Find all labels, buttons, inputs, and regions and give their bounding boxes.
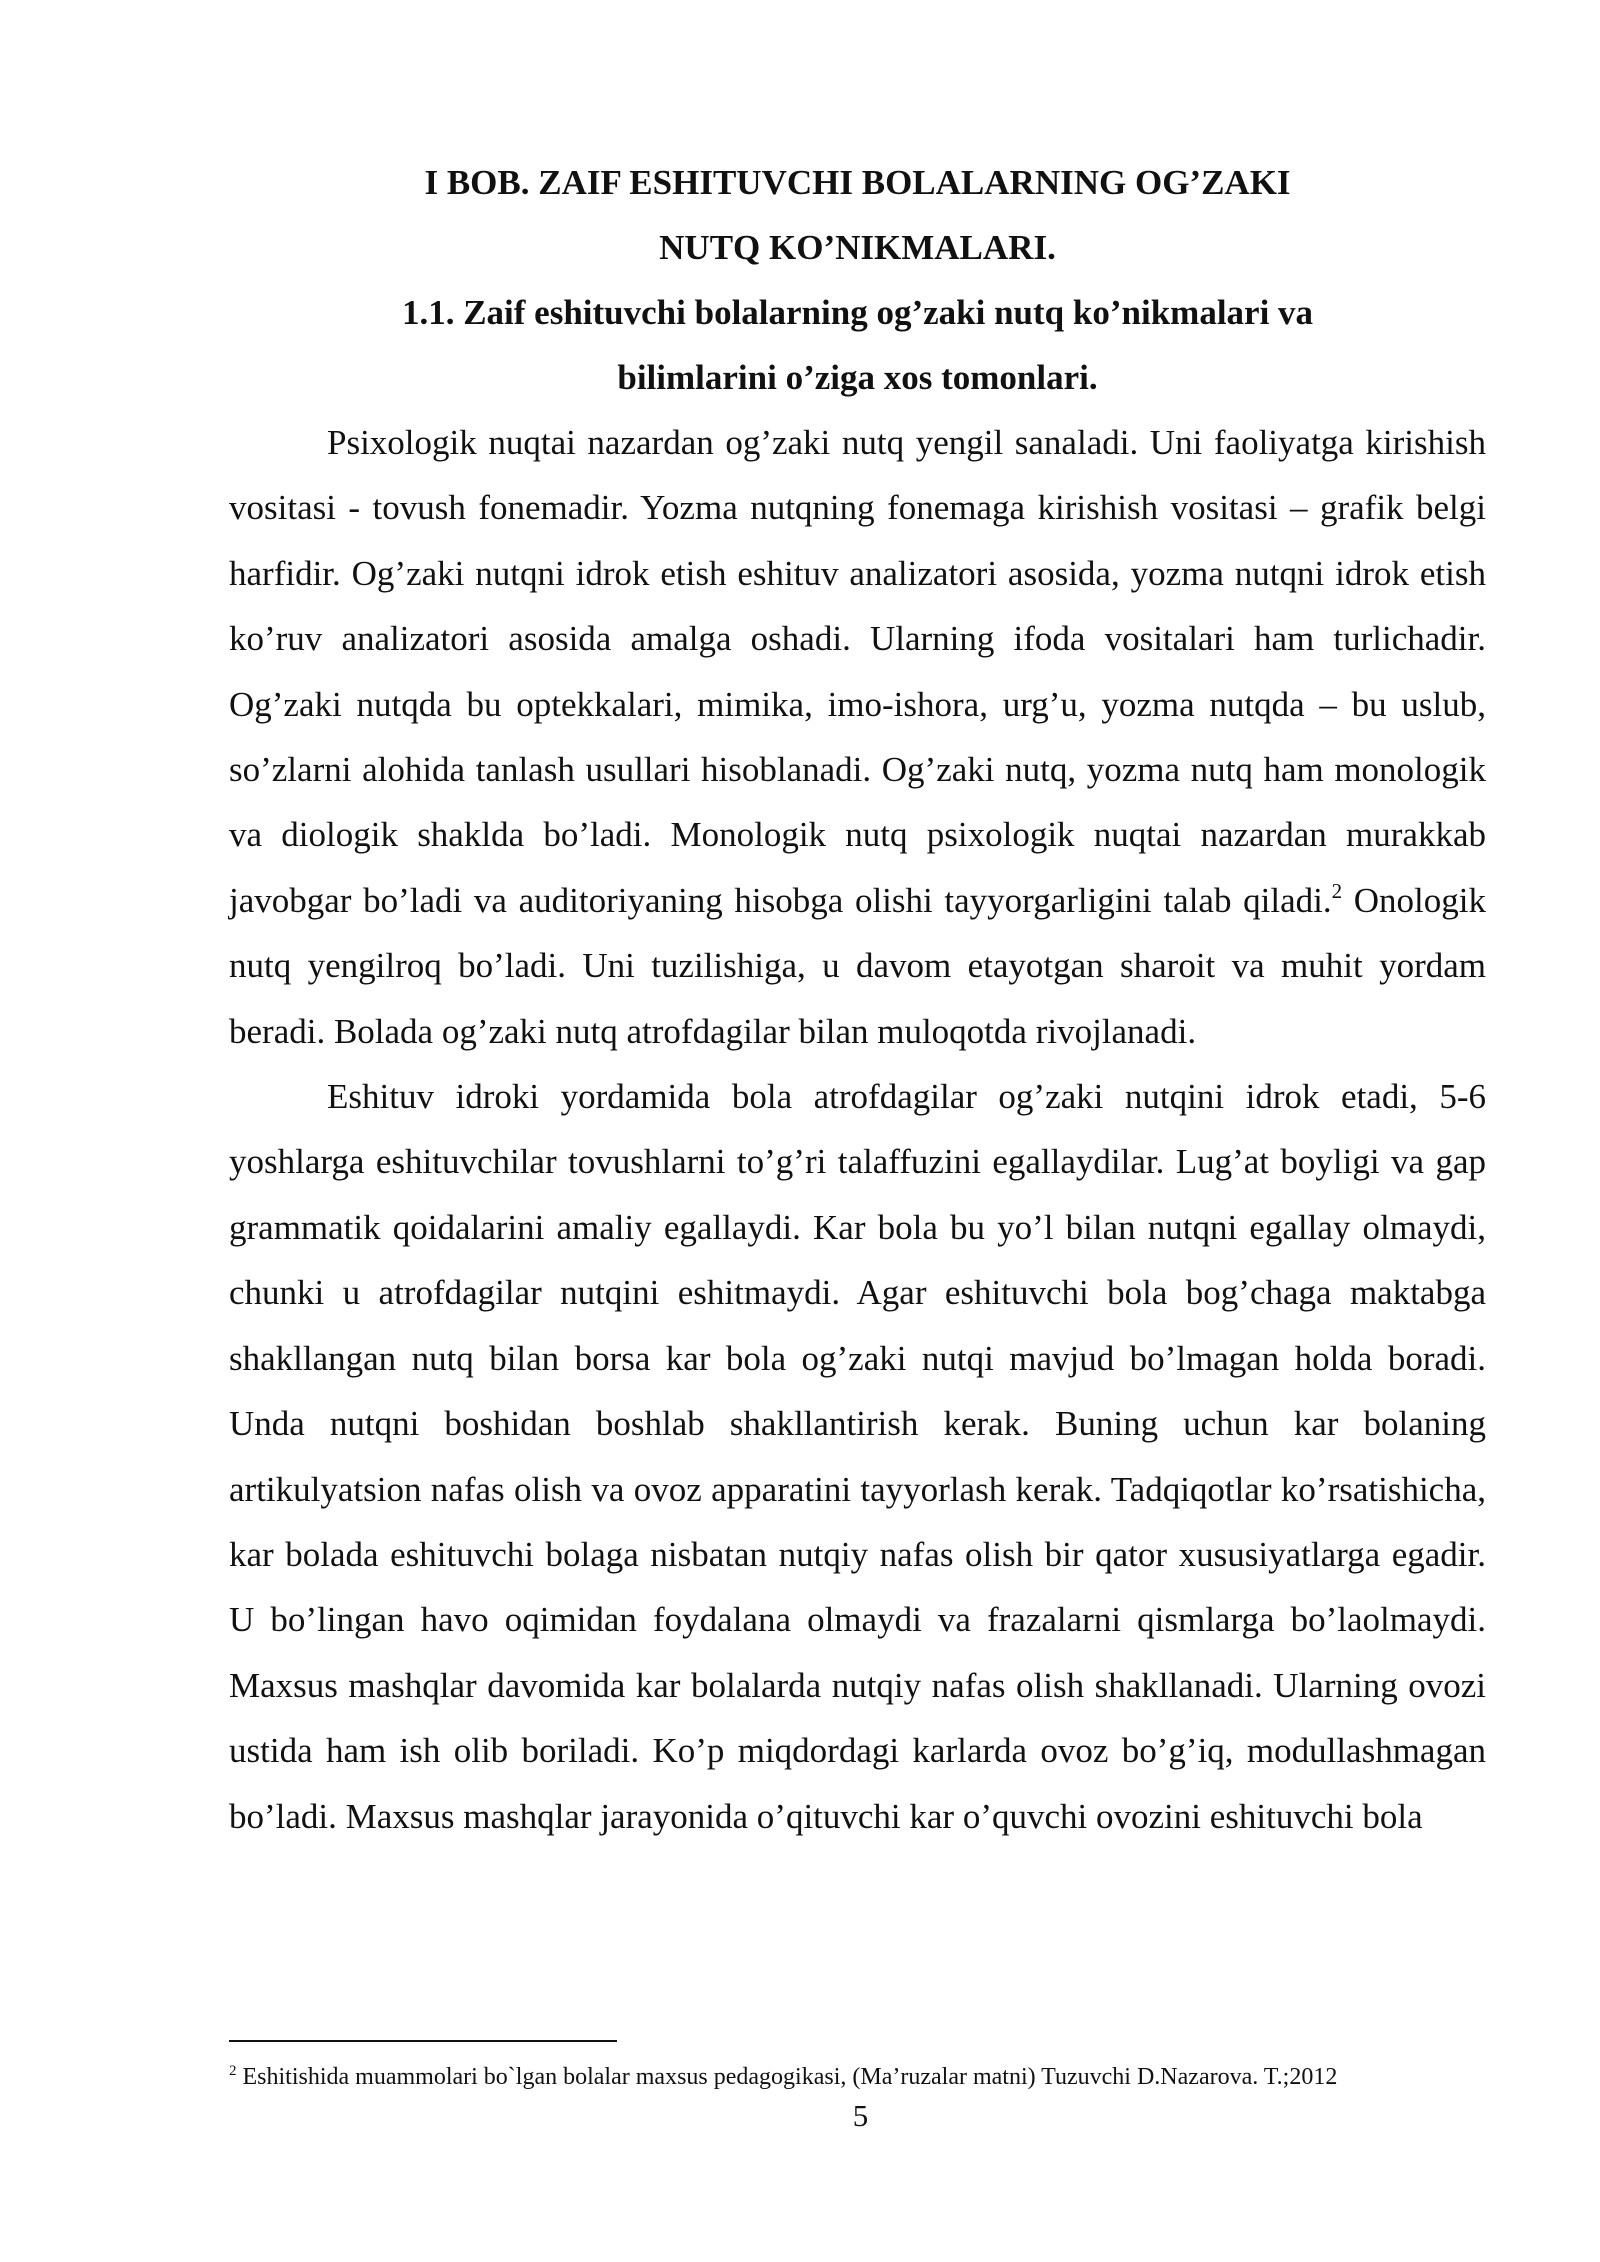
footnote-separator [229, 2040, 617, 2042]
footnote [229, 2062, 1529, 2092]
section-heading-line-1: 1.1. Zaif eshituvchi bolalarning og’zaki nutq ko’nikmalari va [401, 293, 1314, 332]
paragraph-1-text-continued: Onologik nutq yengilroq bo’ladi. Uni tuzilishiga, u davom etayotgan sharoit va muhit yordam beradi. Bolada og’zaki nutq atrofdagilar bilan muloqotda rivojlanadi. [229, 880, 1486, 1051]
footnote-text: Eshitishida muammolari bo`lgan bolalar maxsus pedagogikasi, (Ma’ruzalar matni) Tuzuvchi D.Nazarova. T.;2012 [236, 2064, 1338, 2090]
page-body [229, 150, 1486, 1849]
footnote-reference[interactable]: 2 [1331, 878, 1343, 903]
body-paragraph-2: Eshituv idroki yordamida bola atrofdagilar og’zaki nutqini idrok etadi, 5-6 yoshlarga eshituvchilar tovushlarni to’g’ri talaffuzini egallaydilar. Lug’at boyligi va gap grammatik qoidalarini amaliy egallaydi. Kar bola bu yo’l bilan nutqni egallay olmaydi, chunki u atrofdagilar nutqini eshitmaydi. Agar eshituvchi bola bog’chaga maktabga shakllangan nutq bilan borsa kar bola og’zaki nutqi mavjud bo’lmagan holda boradi. Unda nutqni boshidan boshlab shakllantirish kerak. Buning uchun kar bolaning artikulyatsion nafas olish va ovoz apparatini tayyorlash kerak. Tadqiqotlar ko’rsatishicha, kar bolada eshituvchi bolaga nisbatan nutqiy nafas olish bir qator xususiyatlarga egadir. U bo’lingan havo oqimidan foydalana olmaydi va frazalarni qismlarga bo’laolmaydi. Maxsus mashqlar davomida kar bolalarda nutqiy nafas olish shakllanadi. Ularning ovozi ustida ham ish olib boriladi. Ko’p miqdordagi karlarda ovoz bo’g’iq, modullashmagan bo’ladi. Maxsus mashqlar jarayonida o’qituvchi kar o’quvchi ovozini eshituvchi bola [229, 1077, 1486, 1836]
body-paragraph-1 [229, 410, 1486, 1064]
paragraph-1-text: Psixologik nuqtai nazardan og’zaki nutq yengil sanaladi. Uni faoliyatga kirishish vositasi - tovush fonemadir. Yozma nutqning fonemaga kirishish vositasi – grafik belgi harfidir. Og’zaki nutqni idrok etish eshituv analizatori asosida, yozma nutqni idrok etish ko’ruv analizatori asosida amalga oshadi. Ularning ifoda vositalari ham turlichadir. Og’zaki nutqda bu optekkalari, mimika, imo-ishora, urg’u, yozma nutqda – bu uslub, so’zlarni alohida tanlash usullari hisoblanadi. Og’zaki nutq, yozma nutq ham monologik va diologik shaklda bo’ladi. Monologik nutq psixologik nuqtai nazardan murakkab javobgar bo’ladi va auditoriyaning hisobga olishi tayyorgarligini talab qiladi. [229, 423, 1486, 920]
footnote-number: 2 [229, 2063, 237, 2079]
chapter-heading-line-2: NUTQ KO’NIKMALARI. [659, 228, 1056, 267]
section-heading-line-2: bilimlarini o’ziga xos tomonlari. [617, 358, 1098, 397]
page-number: 5 [852, 2098, 869, 2133]
chapter-heading-line-1: I BOB. ZAIF ESHITUVCHI BOLALARNING OG’ZAKI [424, 163, 1291, 202]
